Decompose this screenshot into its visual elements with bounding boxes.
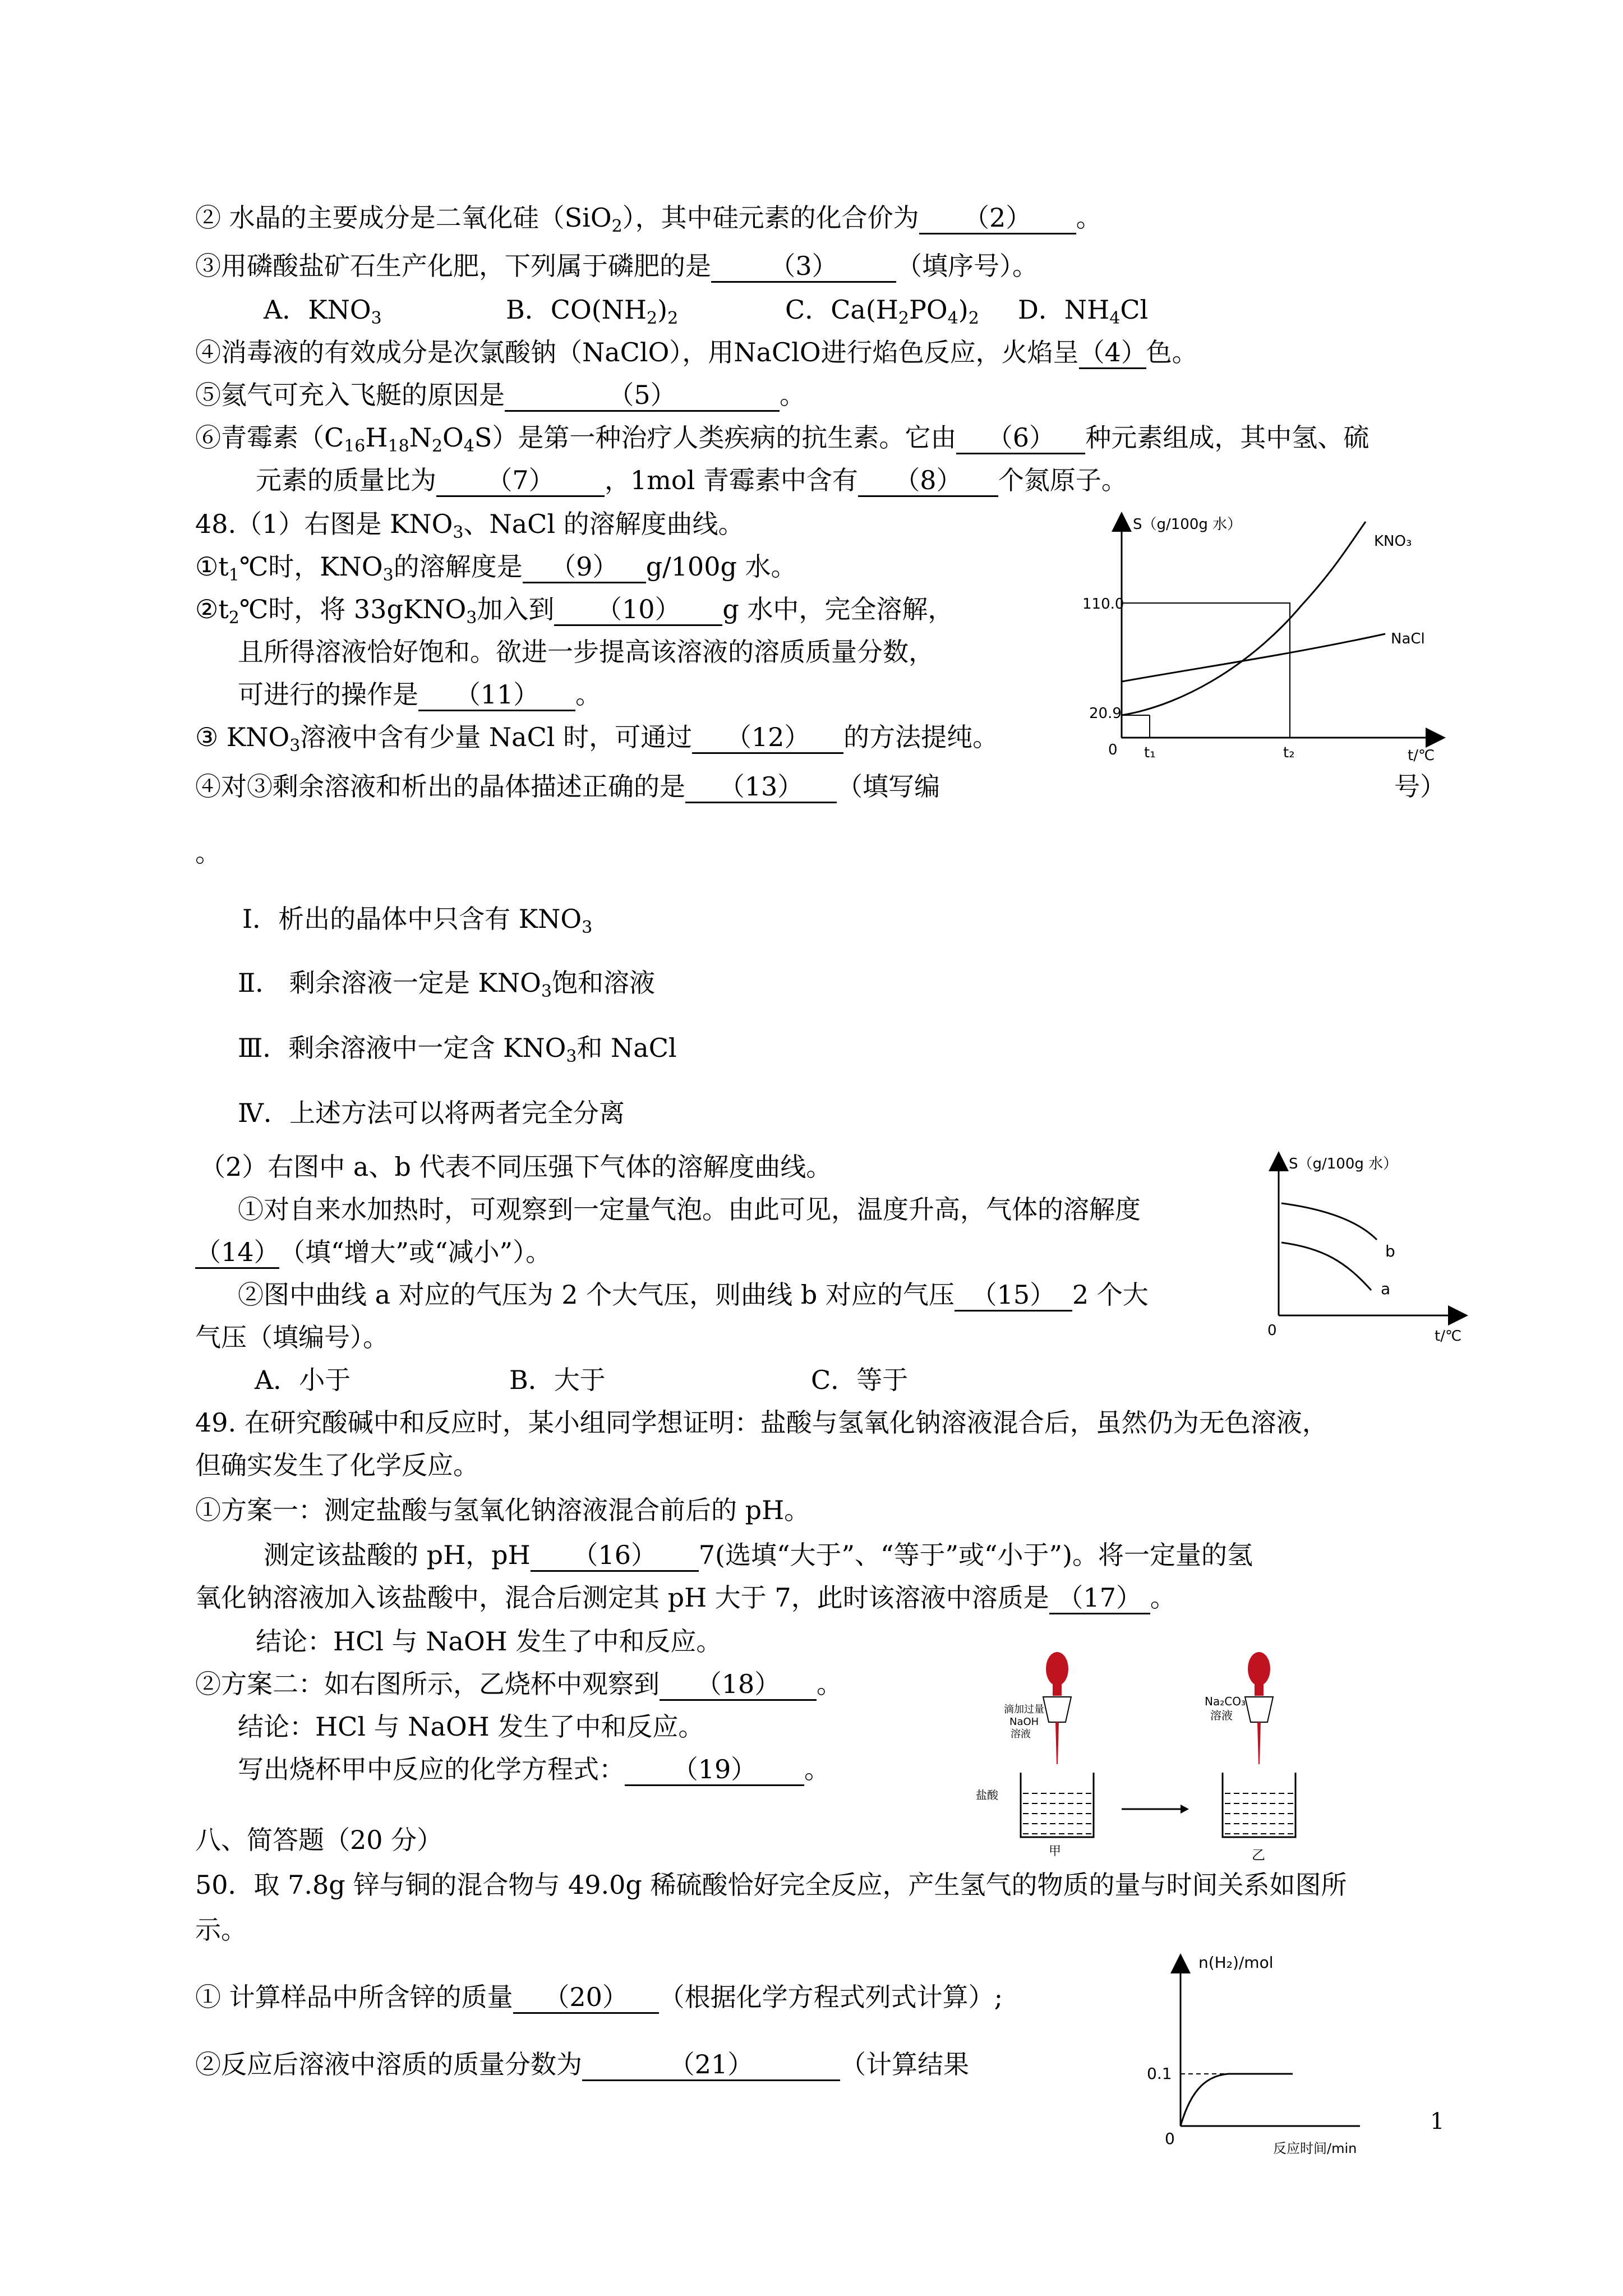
kno3-curve xyxy=(1122,522,1366,715)
y-axis-label: n(H₂)/mol xyxy=(1198,1953,1274,1972)
dropper-label-1: 滴加过量 xyxy=(1004,1704,1044,1715)
blank-19[interactable]: （19） xyxy=(625,1754,804,1786)
q49-line-9: 写出烧杯甲中反应的化学方程式： （19） 。 xyxy=(238,1752,830,1786)
q49-line-1: 49. 在研究酸碱中和反应时，某小组同学想证明：盐酸与氢氧化钠溶液混合后，虽然仍为无色溶液， xyxy=(195,1407,1328,1438)
gas-solubility-chart xyxy=(1256,1147,1469,1355)
q49-line-2: 但确实发生了化学反应。 xyxy=(195,1450,479,1480)
q48-line-6b: 。 xyxy=(195,838,221,868)
blank-20[interactable]: （20） xyxy=(513,1982,659,2014)
t2-guide-box xyxy=(1122,603,1290,738)
q49-line-7: ②方案二：如右图所示，乙烧杯中观察到 （18） 。 xyxy=(195,1667,842,1701)
x-axis-label: t/℃ xyxy=(1435,1328,1462,1345)
q47-option-d: D．$NH_4Cl$ xyxy=(1018,295,1149,328)
dropper-naoh xyxy=(1043,1652,1071,1764)
q50-line-1: 50．取 7.8g 锌与铜的混合物与 49.0g 稀硫酸恰好完全反应，产生氢气的物质的量与时间关系如图所 xyxy=(195,1870,1347,1900)
q47-line-2: ② 水晶的主要成分是二氧化硅（SiO$_2$），其中硅元素的化合价为 （2） 。 xyxy=(195,203,1102,236)
q48-part-2: （2）右图中 a、b 代表不同压强下气体的溶解度曲线。 xyxy=(200,1152,832,1182)
q48-option-4: Ⅳ．上述方法可以将两者完全分离 xyxy=(238,1098,625,1128)
h2-curve xyxy=(1181,2074,1293,2126)
blank-12[interactable]: （12） xyxy=(692,722,843,754)
na2co3-label-2: 溶液 xyxy=(1210,1709,1233,1722)
q48-option-3: Ⅲ．剩余溶液中一定含 $KNO_3$和 NaCl xyxy=(238,1033,677,1066)
tick-t2: t₂ xyxy=(1283,744,1295,761)
y-axis-label: S（g/100g 水） xyxy=(1133,516,1242,533)
q48-line-2: $②t_2℃$时，将 33gKNO$_3$加入到 （10） g 水中，完全溶解， xyxy=(195,594,954,628)
y-axis-label: S（g/100g 水） xyxy=(1289,1156,1398,1172)
q47-option-b: B．$CO(NH_2)_2$ xyxy=(506,295,679,328)
curve-b-label: b xyxy=(1385,1242,1395,1260)
blank-13[interactable]: （13） xyxy=(685,771,837,803)
q48-part-2-option-a: A．小于 xyxy=(255,1365,351,1395)
beaker-yi-label: 乙 xyxy=(1252,1847,1265,1863)
q48-part-2-line-2: （14）（填“增大”或“减小”）。 xyxy=(195,1235,551,1269)
q48-part-2-line-4: 气压（填编号）。 xyxy=(195,1322,389,1352)
dropper-na2co3 xyxy=(1245,1652,1273,1764)
q48-line-5: ③ $KNO_3$溶液中含有少量 NaCl 时，可通过 （12） 的方法提纯。 xyxy=(195,722,999,756)
q49-line-5: 氧化钠溶液加入该盐酸中，混合后测定其 pH 大于 7，此时该溶液中溶质是 （17） 。 xyxy=(195,1581,1176,1614)
x-axis-label: 反应时间/min xyxy=(1273,2141,1357,2156)
q48-option-1: Ⅰ．析出的晶体中只含有 $KNO_3$ xyxy=(242,904,593,937)
nacl-curve xyxy=(1122,634,1385,682)
curve-b xyxy=(1281,1203,1377,1240)
blank-9[interactable]: （9） xyxy=(523,551,646,583)
blank-18[interactable]: （18） xyxy=(660,1669,817,1701)
curve-a xyxy=(1281,1243,1371,1290)
blank-3[interactable]: （3） xyxy=(711,251,896,283)
solubility-chart-kno3-nacl xyxy=(1082,508,1453,788)
q48-part-2-line-1: ①对自来水加热时，可观察到一定量气泡。由此可见，温度升高，气体的溶解度 xyxy=(238,1194,1141,1225)
na2co3-label-1: Na₂CO₃ xyxy=(1205,1695,1246,1708)
q49-conclusion-1: 结论：HCl 与 NaOH 发生了中和反应。 xyxy=(256,1626,722,1657)
q48-part-2-option-b: B．大于 xyxy=(509,1365,606,1395)
blank-16[interactable]: （16） xyxy=(531,1540,699,1572)
q48-line-6: ④对③剩余溶液和析出的晶体描述正确的是 （13） （填写编 xyxy=(195,770,940,803)
q49-line-3: ①方案一：测定盐酸与氢氧化钠溶液混合前后的 pH。 xyxy=(195,1495,810,1525)
q47-option-a: A．$KNO_3$ xyxy=(264,295,382,328)
dropper-label-2: NaOH xyxy=(1009,1716,1039,1728)
blank-21[interactable]: （21） xyxy=(582,2049,840,2081)
hydrogen-time-chart xyxy=(1136,1947,1394,2160)
q48-option-2: Ⅱ． 剩余溶液一定是 $KNO_3$饱和溶液 xyxy=(238,968,655,1001)
tick-110: 110.0 xyxy=(1082,596,1124,613)
q47-option-c: C．$Ca(H_2PO_4)_2$ xyxy=(785,295,979,328)
blank-5[interactable]: （5） xyxy=(505,380,780,412)
q48-heading: 48.（1）右图是 $KNO_3$、NaCl 的溶解度曲线。 xyxy=(195,509,744,542)
blank-17[interactable]: （17） xyxy=(1049,1582,1150,1614)
acid-label: 盐酸 xyxy=(976,1788,998,1802)
tick-0-1: 0.1 xyxy=(1147,2064,1172,2083)
x-axis-label: t/℃ xyxy=(1408,747,1435,764)
blank-10[interactable]: （10） xyxy=(554,594,722,626)
q47-line-4: ④消毒液的有效成分是次氯酸钠（NaClO），用NaClO进行焰色反应，火焰呈（4）色。 xyxy=(195,335,1198,369)
q48-line-4: 可进行的操作是 （11） 。 xyxy=(238,678,601,711)
curve-a-label: a xyxy=(1381,1280,1391,1298)
q47-line-3: ③用磷酸盐矿石生产化肥，下列属于磷肥的是 （3） （填序号）。 xyxy=(195,249,1038,283)
beaker-jia xyxy=(1021,1773,1094,1837)
q48-line-1: $①t_1℃$时，$KNO_3$的溶解度是 （9） g/100g 水。 xyxy=(195,551,797,585)
origin-label: 0 xyxy=(1165,2129,1175,2148)
tick-20-9: 20.9 xyxy=(1089,705,1122,722)
blank-11[interactable]: （11） xyxy=(418,679,575,711)
page-number: 1 xyxy=(1430,2109,1445,2134)
q48-line-3: 且所得溶液恰好饱和。欲进一步提高该溶液的溶质质量分数， xyxy=(238,637,934,667)
q47-line-5: ⑤氦气可充入飞艇的原因是 （5） 。 xyxy=(195,378,805,412)
q50-line-2: 示。 xyxy=(195,1915,247,1945)
q47-line-7: 元素的质量比为 （7） ，1mol 青霉素中含有 （8） 个氮原子。 xyxy=(256,463,1127,497)
blank-4[interactable]: （4） xyxy=(1079,337,1146,369)
q50-line-4: ②反应后溶液中溶质的质量分数为 （21） （计算结果 xyxy=(195,2047,969,2081)
beaker-yi xyxy=(1223,1773,1295,1837)
q48-part-2-line-3: ②图中曲线 a 对应的气压为 2 个大气压，则曲线 b 对应的气压 （15） 2 个大 xyxy=(238,1278,1149,1312)
blank-6[interactable]: （6） xyxy=(956,422,1085,454)
q48-part-2-option-c: C．等于 xyxy=(811,1365,909,1395)
kno3-label: KNO₃ xyxy=(1374,533,1412,550)
q47-line-6: ⑥青霉素$(C_{16}H_{18}N_2O_4S)$是第一种治疗人类疾病的抗生素。它由 （6） 种元素组成，其中氢、硫 xyxy=(195,422,1370,456)
blank-15[interactable]: （15） xyxy=(955,1280,1072,1312)
beaker-jia-label: 甲 xyxy=(1049,1844,1062,1858)
section-heading: 八、简答题（20 分） xyxy=(195,1825,443,1855)
q49-line-4: 测定该盐酸的 pH，pH （16） 7(选填“大于”、“等于”或“小于”)。将一定量的氢 xyxy=(264,1538,1253,1572)
q48-line-6-end: 号） xyxy=(1394,771,1446,802)
origin-label: 0 xyxy=(1108,742,1118,758)
beaker-experiment-figure xyxy=(959,1646,1396,1865)
blank-14[interactable]: （14） xyxy=(195,1237,279,1269)
dropper-label-3: 溶液 xyxy=(1011,1728,1031,1740)
tick-t1: t₁ xyxy=(1144,744,1156,761)
blank-8[interactable]: （8） xyxy=(858,465,998,497)
q49-conclusion-2: 结论：HCl 与 NaOH 发生了中和反应。 xyxy=(238,1711,704,1742)
nacl-label: NaCl xyxy=(1391,631,1425,647)
q50-line-3: ① 计算样品中所含锌的质量 （20） （根据化学方程式列式计算）; xyxy=(195,1980,1003,2014)
origin-label: 0 xyxy=(1267,1322,1277,1339)
arrow-head xyxy=(1181,1805,1189,1814)
blank-7[interactable]: （7） xyxy=(436,465,605,497)
blank-2[interactable]: （2） xyxy=(919,203,1076,234)
